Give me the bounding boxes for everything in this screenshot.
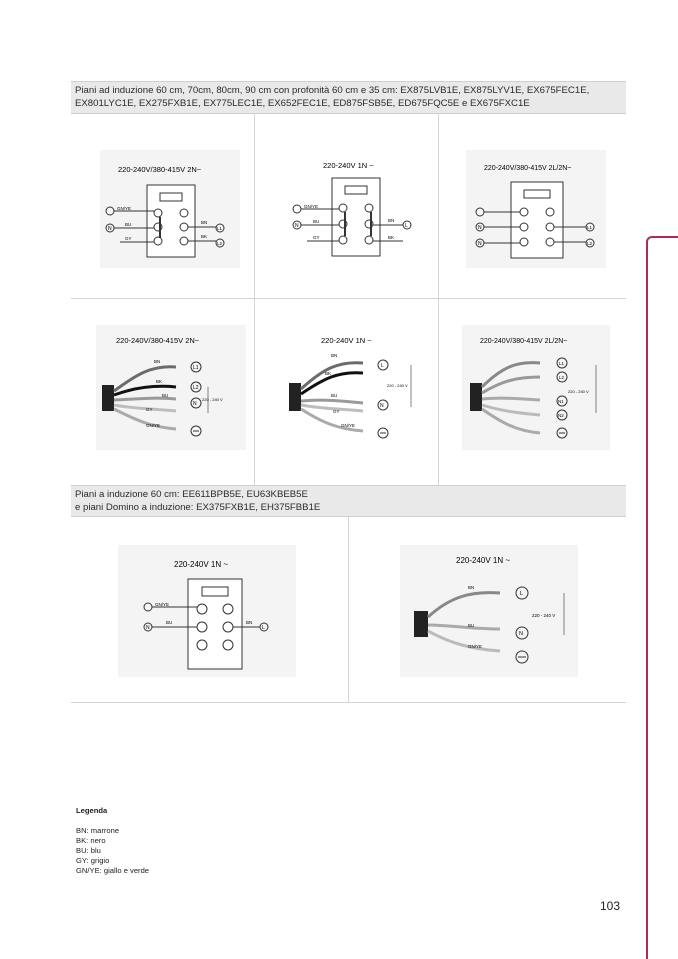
- terminal-label: L1: [193, 365, 199, 371]
- diagram-title: 220-240V 1N ~: [321, 336, 372, 345]
- legend-item: GY: grigio: [76, 856, 110, 865]
- legend-item: BK: nero: [76, 836, 106, 845]
- wire-label: BU: [162, 393, 169, 398]
- wire-label: BK: [388, 235, 395, 240]
- wire-label: GN/YE: [146, 423, 161, 428]
- grid-divider: [71, 702, 626, 703]
- terminal-label: N2: [558, 413, 564, 418]
- wire-label: BN: [154, 359, 161, 364]
- terminal-diagram-1n: [285, 150, 425, 268]
- wire-label: GY: [146, 407, 153, 412]
- terminal-label: L2: [559, 375, 565, 380]
- legend-item: BU: blu: [76, 846, 101, 855]
- voltage-label: 220 - 240 V: [568, 389, 589, 394]
- wire-label: BK: [325, 371, 332, 376]
- grid-divider: [254, 114, 255, 485]
- wire-label: BU: [468, 623, 475, 628]
- terminal-diagram-2n: [100, 150, 240, 268]
- terminal-label: N: [193, 401, 197, 407]
- wire-label: GN/YE: [117, 206, 132, 211]
- diagram-title: 220-240V 1N ~: [456, 556, 511, 565]
- voltage-label: 220 - 240 V: [532, 613, 556, 618]
- terminal-label: L: [262, 625, 265, 631]
- terminal-label: N: [478, 225, 482, 231]
- section-1-title: Piani ad induzione 60 cm, 70cm, 80cm, 90 cm con profonità 60 cm e 35 cm: EX875LVB1E, EX875LYV1E, EX675FEC1E, EX801LYC1E, EX275FXB1E, EX775LEC1E, EX652FEC1E, ED875FSB5E, ED675FQC5E e EX675FXC1E: [75, 85, 590, 109]
- terminal-diagram-1n-section2: [118, 545, 296, 677]
- diagram-title: 220-240V/380-415V 2L/2N~: [480, 338, 568, 345]
- legend: [76, 806, 149, 876]
- diagram-title: 220-240V/380-415V 2N~: [118, 165, 202, 174]
- side-tab-line: [646, 236, 678, 959]
- section-2-header: [71, 485, 626, 517]
- terminal-label: L2: [193, 385, 199, 391]
- section-2-title-line1: Piani a induzione 60 cm: EE611BPB5E, EU63KBEB5E: [75, 489, 308, 500]
- wire-label: GY: [125, 236, 132, 241]
- wire-label: BU: [166, 620, 173, 625]
- terminal-label: N: [108, 226, 112, 232]
- wire-label: BN: [201, 220, 208, 225]
- terminal-label: L: [520, 591, 524, 597]
- wire-label: BU: [313, 219, 320, 224]
- voltage-label: 220 - 240 V: [202, 397, 223, 402]
- grid-divider: [71, 298, 626, 299]
- wire-label: BK: [156, 379, 163, 384]
- wire-label: GY: [313, 235, 320, 240]
- terminal-label: N: [380, 403, 384, 409]
- terminal-label: N: [295, 223, 299, 229]
- terminal-label: L2: [217, 241, 223, 246]
- wire-label: BN: [468, 585, 475, 590]
- terminal-label: N1: [558, 399, 564, 404]
- terminal-label: L: [381, 363, 384, 369]
- wire-label: BN: [388, 218, 395, 223]
- wire-label: GN/YE: [155, 602, 170, 607]
- wire-label: BU: [125, 222, 132, 227]
- terminal-label: L1: [217, 226, 223, 231]
- section-1-header: [71, 81, 626, 114]
- voltage-label: 220 - 240 V: [387, 383, 408, 388]
- wire-label: GN/YE: [468, 644, 483, 649]
- section-2-title-line2: e piani Domino a induzione: EX375FXB1E, EH375FBB1E: [75, 502, 321, 513]
- wire-label: GN/YE: [341, 423, 356, 428]
- wire-label: BN: [246, 620, 253, 625]
- grid-divider: [348, 517, 349, 702]
- cable-diagram-2n: [96, 325, 246, 450]
- legend-item: GN/YE: giallo e verde: [76, 866, 150, 875]
- terminal-label: L1: [559, 361, 565, 366]
- wire-label: BK: [201, 234, 208, 239]
- diagram-title: 220-240V/380-415V 2L/2N~: [484, 165, 572, 172]
- terminal-label: L: [405, 223, 408, 229]
- cable-diagram-1n-section2: [400, 545, 578, 677]
- terminal-label: N: [478, 241, 482, 247]
- terminal-diagram-2l2n: [466, 150, 606, 268]
- terminal-label: N: [146, 625, 150, 631]
- terminal-label: N: [519, 631, 523, 637]
- diagram-title: 220-240V/380-415V 2N~: [116, 336, 200, 345]
- grid-divider: [438, 114, 439, 485]
- cable-diagram-2l2n: [462, 325, 610, 450]
- terminal-label: L2: [587, 241, 593, 246]
- diagram-title: 220-240V 1N ~: [323, 161, 374, 170]
- legend-item: BN: marrone: [76, 826, 120, 835]
- terminal-label: L1: [587, 225, 593, 230]
- diagram-title: 220-240V 1N ~: [174, 560, 229, 569]
- page-number: 103: [600, 899, 621, 913]
- legend-title: Legenda: [76, 806, 108, 815]
- cable-diagram-1n: [283, 325, 423, 450]
- wire-label: BU: [331, 393, 338, 398]
- wire-label: BN: [331, 353, 338, 358]
- wire-label: GY: [333, 409, 340, 414]
- wire-label: GN/YE: [304, 204, 319, 209]
